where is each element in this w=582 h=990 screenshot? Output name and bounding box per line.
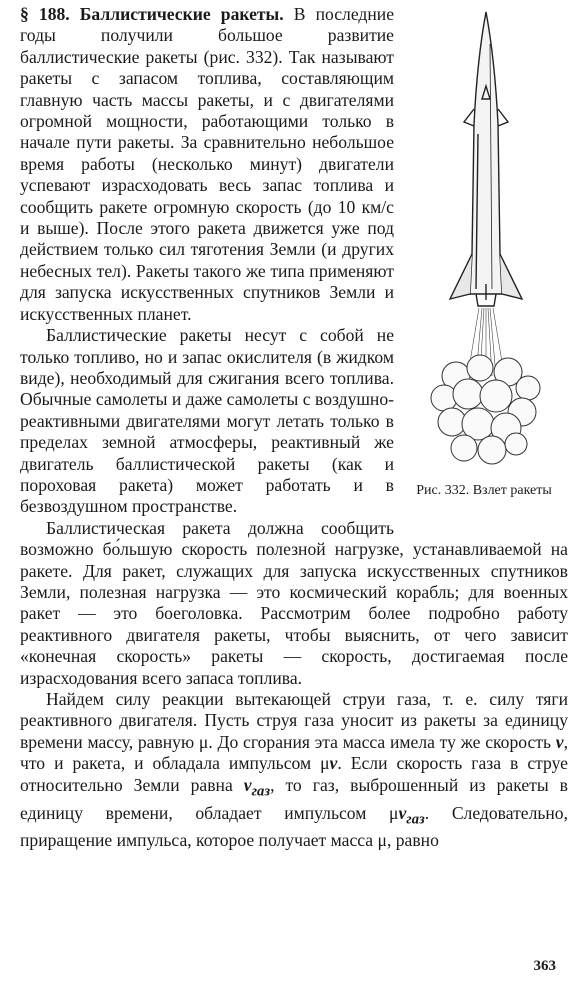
paragraph-4 xyxy=(20,689,568,852)
velocity-symbol: v xyxy=(329,753,338,774)
velocity-symbol: v xyxy=(555,731,564,752)
p4-part-3: . Если скорость газа в струе относительно Земли равна xyxy=(20,753,568,795)
velocity-symbol: v xyxy=(398,802,407,823)
figure-rocket xyxy=(400,4,568,536)
velocity-symbol: v xyxy=(243,774,252,795)
page-number: 363 xyxy=(533,958,556,974)
paragraph-1-text: В последние годы получили большое развитие баллистические ракеты (рис. 332). Так называют ракеты с запасом топлива, составляющим главную часть массы ракеты, и с двигателями огромной мощности, работающими только в начале пути ракеты. За сравнительно небольшое время работы (несколько минут) двигатели успевают израсходовать весь запас топлива и сообщить ракете огромную скорость (до 10 км/с и выше). После этого ракета движется уже под действием только сил тяготения Земли (и других небесных тел). Ракеты такого же типа применяют для запуска искусственных спутников Земли и искусственных планет. xyxy=(20,4,395,324)
p4-part-4: , то газ, выброшенный из ракеты в единицу времени, обладает импульсом μ xyxy=(20,774,568,823)
paragraph-2: Баллистические ракеты несут с собой не только топливо, но и запас окислителя (в жидком виде), необходимый для сжигания всего топлива. Обычные самолеты и даже самолеты с воздушно-реактивными двигателями могут летать только в пределах земной атмосферы, реактивный же двигатель баллистической ракеты (как и пороховая ракета) может работать и в безвоздушном пространстве. xyxy=(20,325,394,517)
figure-caption: Рис. 332. Взлет ракеты xyxy=(416,483,552,498)
gas-subscript: газ xyxy=(251,783,271,800)
section-title: Баллистические ракеты. xyxy=(79,4,284,24)
gas-subscript: газ xyxy=(406,811,425,828)
p4-part-2: , что и ракета, и обладала импульсом μ xyxy=(20,731,568,774)
paragraph-3: Баллистическая ракета должна сообщить возможно бо́льшую скорость полезной нагрузке, устанавливаемой на ракете. Для ракет, служащих для запуска искусственных спутников Земли, полезная нагрузка — это космический корабль; для военных ракет — это боеголовка. Рассмотрим более подробно работу реактивного двигателя ракеты, чтобы выяснить, от чего зависит «конечная скорость» ракеты — скорость, достигаемая после израсходования всего запаса топлива. xyxy=(20,517,568,688)
p4-part-1: Найдем силу реакции вытекающей струи газа, т. е. силу тяги реактивного двигателя. Пусть струя газа уносит из ракеты за единицу времени массу, равную μ. До сгорания эта масса имела ту же скорость xyxy=(20,689,568,752)
section-number: § 188. xyxy=(20,4,70,24)
p4-part-5: . Следовательно, приращение импульса, которое получает масса μ, равно xyxy=(20,802,568,851)
rocket-launch-icon xyxy=(416,4,556,474)
body-text xyxy=(20,4,568,852)
